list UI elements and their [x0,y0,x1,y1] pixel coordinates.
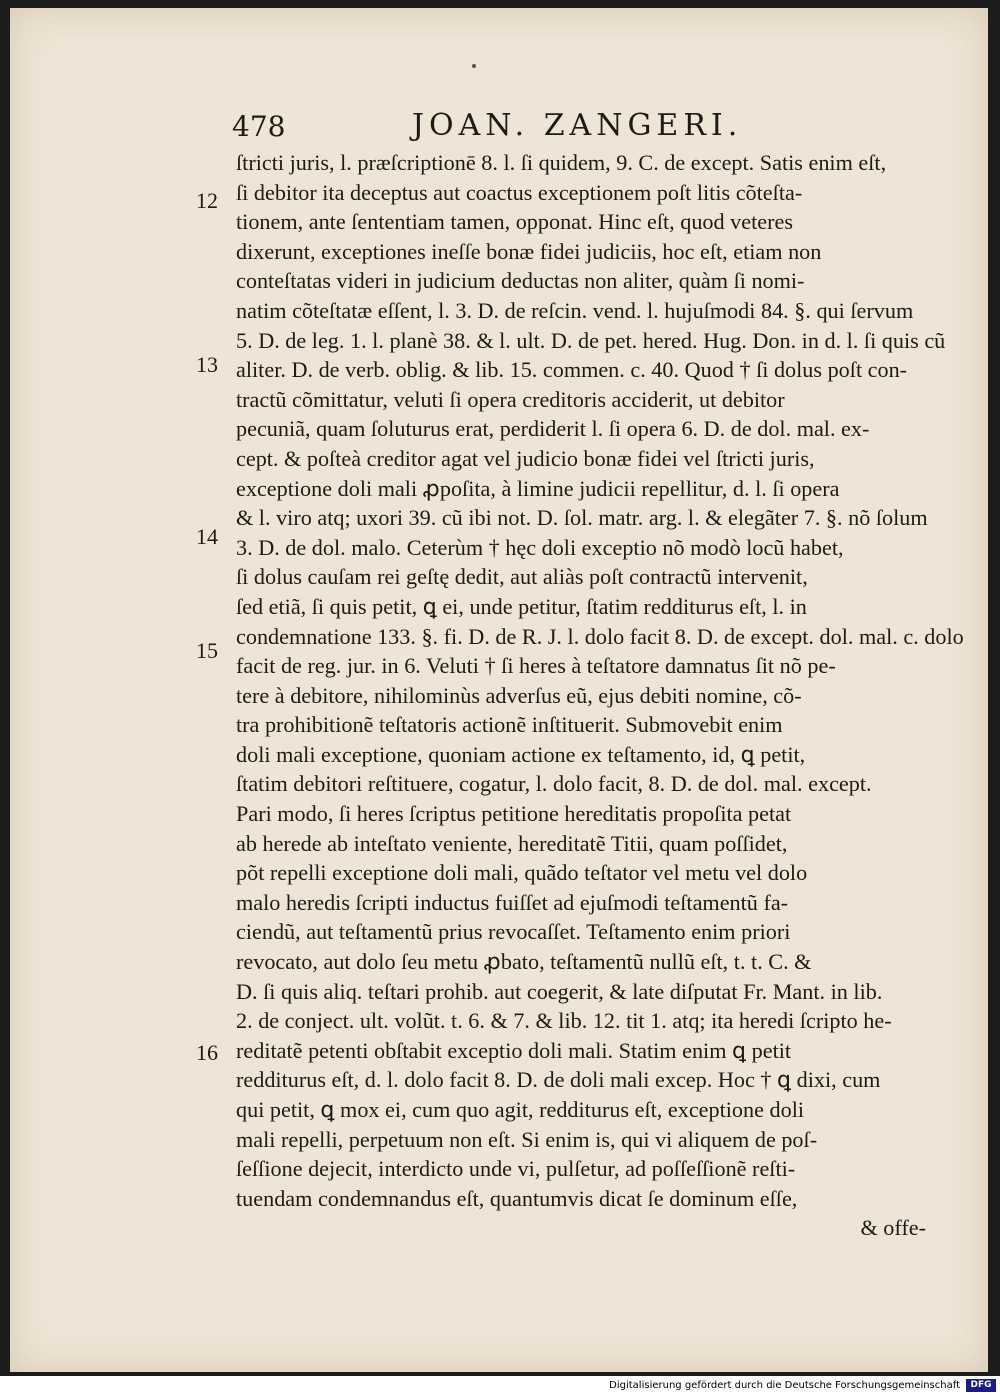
text-line: revocato, aut dolo ſeu metu ꝓbato, teſtamentũ nullũ eſt, t. t. C. & [236,949,812,975]
text-line: & l. viro atq; uxori 39. cũ ibi not. D. ſol. matr. arg. l. & elegãter 7. §. nõ ſolum [236,505,928,531]
text-line: ciendũ, aut teſtamentũ prius revocaſſet. Teſtamento enim priori [236,919,791,945]
text-line: ab herede ab inteſtato veniente, hereditatẽ Titii, quam poſſidet, [236,830,788,856]
text-line: pecuniã, quam ſoluturus erat, perdiderit l. ſi opera 6. D. de dol. mal. ex- [236,416,870,442]
margin-number-14: 14 [196,524,218,549]
text-line: malo heredis ſcripti inductus fuiſſet ad ejuſmodi teſtamentũ fa- [236,889,789,915]
text-line: doli mali exceptione, quoniam actione ex teſtamento, id, ꝗ petit, [236,741,806,767]
text-line: ſtricti juris, l. præſcriptionē 8. l. ſi quidem, 9. C. de except. Satis enim eſt, [236,150,887,175]
footer-bar [0,1376,1000,1396]
text-line: ſi dolus cauſam rei geſtę dedit, aut aliàs poſt contractũ intervenit, [236,564,808,590]
margin-number-13: 13 [196,352,218,377]
page-number: 478 [232,110,286,143]
dfg-logo-icon: DFG [966,1379,996,1392]
body-text [236,148,964,1243]
margin-number-15: 15 [196,638,218,663]
margin-number-16: 16 [196,1040,218,1065]
funding-credit: Digitalisierung gefördert durch die Deutsche Forschungsgemeinschaft [609,1380,960,1391]
running-head: JOAN. ZANGERI. [412,108,743,143]
text-line: D. ſi quis aliq. teſtari prohib. aut coegerit, & late diſputat Fr. Mant. in lib. [236,978,883,1004]
text-line: exceptione doli mali ꝓpoſita, à limine judicii repellitur, d. l. ſi opera [236,475,840,501]
text-line: tionem, ante ſententiam tamen, opponat. Hinc eſt, quod veteres [236,209,793,235]
text-line: ſeſſione dejecit, interdicto unde vi, pulſetur, ad poſſeſſionẽ reſti- [236,1156,796,1182]
text-line: tra prohibitionẽ teſtatoris actionẽ inſtituerit. Submovebit enim [236,712,783,738]
text-line: facit de reg. jur. in 6. Veluti † ſi heres à teſtatore damnatus ſit nõ pe- [236,653,836,679]
text-line: tuendam condemnandus eſt, quantumvis dicat ſe dominum eſſe, [236,1185,798,1211]
ink-dot [472,64,476,68]
text-line: ſed etiã, ſi quis petit, ꝗ ei, unde petitur, ſtatim redditurus eſt, l. in [236,593,807,619]
text-line: ſtatim debitori reſtituere, cogatur, l. dolo facit, 8. D. de dol. mal. except. [236,771,872,797]
text-line: aliter. D. de verb. oblig. & lib. 15. commen. c. 40. Quod † ſi dolus poſt con- [236,357,908,383]
page-header [232,108,922,148]
text-line: redditurus eſt, d. l. dolo facit 8. D. de doli mali excep. Hoc † ꝗ dixi, cum [236,1067,881,1093]
text-line: põt repelli exceptione doli mali, quãdo teſtator vel metu vel dolo [236,860,808,886]
text-line: mali repelli, perpetuum non eſt. Si enim is, qui vi aliquem de poſ- [236,1126,818,1152]
text-line: cept. & poſteà creditor agat vel judicio bonæ fidei vel ſtricti juris, [236,445,815,471]
text-line: tractũ cõmittatur, veluti ſi opera creditoris acciderit, ut debitor [236,386,785,412]
text-line: tere à debitore, nihilominùs adverſus eũ, ejus debiti nomine, cõ- [236,682,802,708]
text-line: qui petit, ꝗ mox ei, cum quo agit, redditurus eſt, exceptione doli [236,1097,805,1122]
catchword: & offe- [860,1215,926,1241]
text-line: 3. D. de dol. malo. Ceterùm † hęc doli exceptio nõ modò locũ habet, [236,534,844,560]
text-line: Pari modo, ſi heres ſcriptus petitione hereditatis propoſita petat [236,801,792,827]
text-line: 5. D. de leg. 1. l. planè 38. & l. ult. D. de pet. hered. Hug. Don. in d. l. ſi quis cũ [236,327,946,353]
text-line: natim cõteſtatæ eſſent, l. 3. D. de reſcin. vend. l. hujuſmodi 84. §. qui ſervum [236,297,914,323]
text-line: dixerunt, exceptiones ineſſe bonæ fidei judiciis, hoc eſt, etiam non [236,238,822,264]
text-line: conteſtatas videri in judicium deductas non aliter, quàm ſi nomi- [236,268,805,294]
text-line: reditatẽ petenti obſtabit exceptio doli mali. Statim enim ꝗ petit [236,1037,792,1063]
text-line: ſi debitor ita deceptus aut coactus exceptionem poſt litis cõteſta- [236,179,803,205]
text-line: condemnatione 133. §. fi. D. de R. J. l. dolo facit 8. D. de except. dol. mal. c. dolo [236,623,964,649]
text-line: 2. de conject. ult. volũt. t. 6. & 7. & lib. 12. tit 1. atq; ita heredi ſcripto he- [236,1008,892,1034]
margin-number-12: 12 [196,188,218,213]
